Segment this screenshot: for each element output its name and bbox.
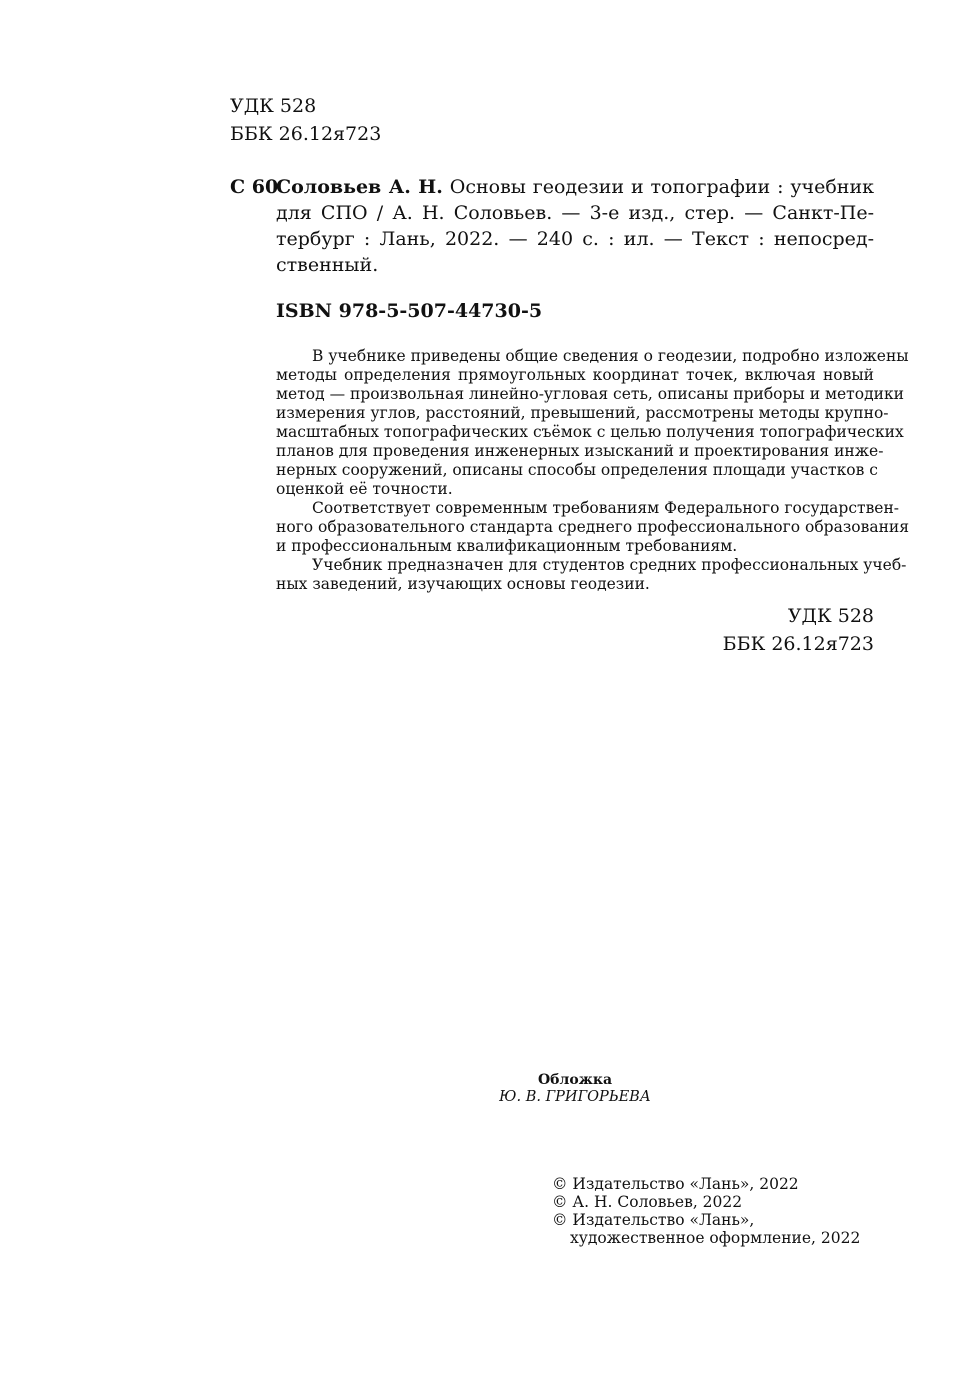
abstract-line: метод — произвольная линейно-угловая сеть, описаны приборы и методики	[276, 385, 904, 403]
biblio-title: Основы геодезии и топографии : учебник	[449, 176, 875, 198]
abstract-line: измерения углов, расстояний, превышений, рассмотрены методы крупно-	[276, 404, 889, 422]
bbk-code-top: ББК 26.12я723	[230, 123, 382, 145]
biblio-line-1	[276, 174, 874, 200]
abstract-line: Соответствует современным требованиям Федерального государствен-	[312, 499, 900, 517]
abstract-line: и профессиональным квалификационным требованиям.	[276, 537, 738, 555]
copyright-line: © А. Н. Соловьев, 2022	[552, 1193, 743, 1211]
copyright-block	[552, 1175, 860, 1247]
biblio-line-4: ственный.	[276, 254, 379, 276]
biblio-line-2: для СПО / А. Н. Соловьев. — 3-е изд., стер. — Санкт-Пе-	[276, 202, 874, 224]
abstract-line: масштабных топографических съёмок с целью получения топографических	[276, 423, 904, 441]
copyright-line: художественное оформление, 2022	[570, 1229, 861, 1247]
abstract-line: планов для проведения инженерных изысканий и проектирования инже-	[276, 442, 884, 460]
author-name: Соловьев А. Н.	[276, 176, 443, 198]
copyright-line: © Издательство «Лань»,	[552, 1211, 755, 1229]
isbn: ISBN 978-5-507-44730-5	[276, 300, 543, 322]
author-mark-code: С 60	[230, 176, 279, 198]
cover-credit-label: Обложка	[537, 1072, 613, 1088]
abstract	[276, 347, 910, 594]
abstract-line: ных заведений, изучающих основы геодезии.	[276, 575, 650, 593]
biblio-line-3: тербург : Лань, 2022. — 240 с. : ил. — Текст : непосред-	[276, 228, 874, 250]
abstract-line: оценкой её точности.	[276, 480, 453, 498]
abstract-line: В учебнике приведены общие сведения о геодезии, подробно изложены	[312, 347, 909, 365]
abstract-line: ного образовательного стандарта среднего профессионального образования	[276, 518, 910, 536]
bibliographic-record	[276, 174, 874, 278]
abstract-line: нерных сооружений, описаны способы определения площади участков с	[276, 461, 878, 479]
cover-designer-name: Ю. В. ГРИГОРЬЕВА	[499, 1089, 651, 1105]
udk-code-top: УДК 528	[230, 95, 317, 117]
bbk-code-bottom: ББК 26.12я723	[722, 633, 874, 655]
udk-code-bottom: УДК 528	[787, 605, 874, 627]
copyright-line: © Издательство «Лань», 2022	[552, 1175, 799, 1193]
abstract-line: методы определения прямоугольных координат точек, включая новый	[276, 366, 874, 384]
abstract-line: Учебник предназначен для студентов средних профессиональных учеб-	[312, 556, 907, 574]
